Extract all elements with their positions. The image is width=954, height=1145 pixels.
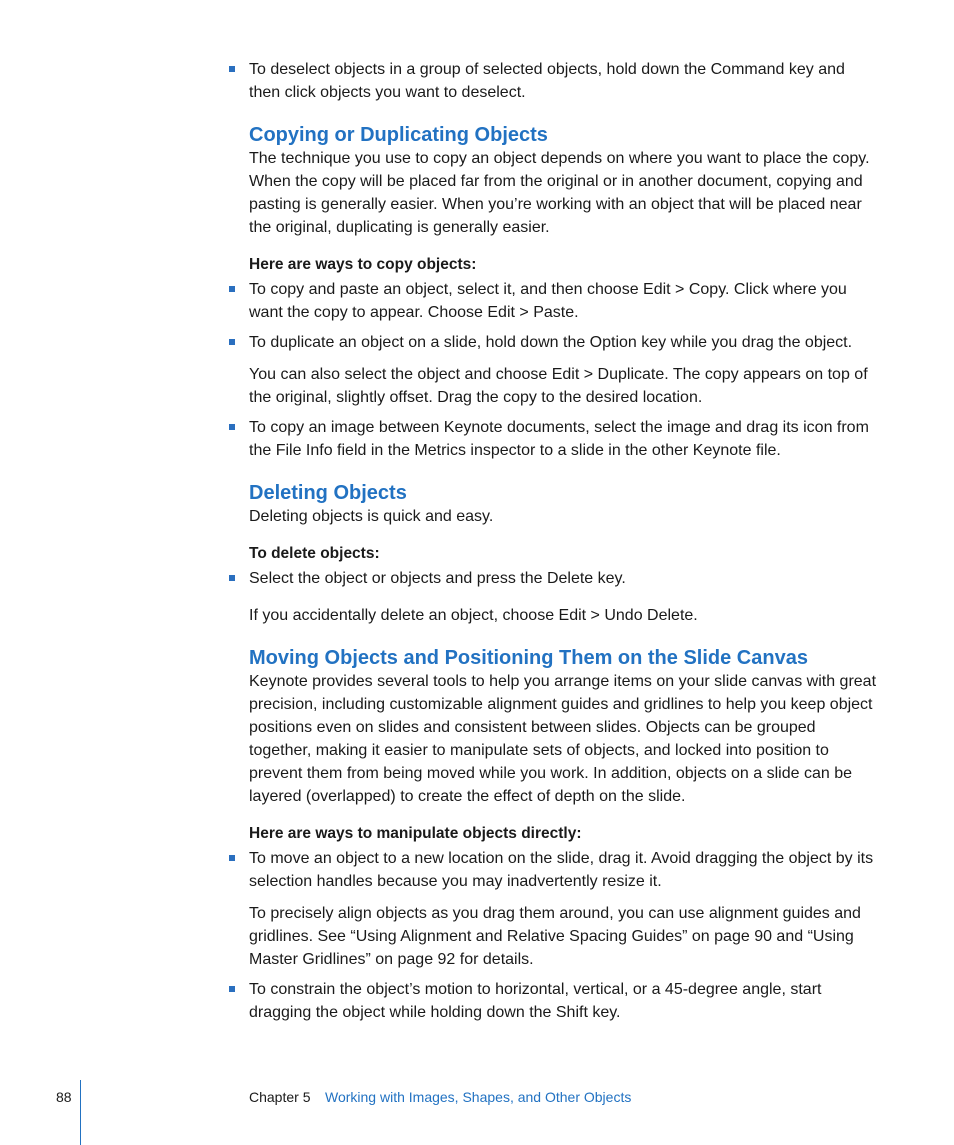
paragraph: The technique you use to copy an object depends on where you want to place the copy. When the copy will be placed far from the original or in another document, copying and pasting is generally easier. When you’re working with an object that will be placed near the original, duplicating is generally easier.	[249, 150, 870, 236]
bullet-item	[249, 978, 879, 1024]
section-heading-copying: Copying or Duplicating Objects	[249, 124, 548, 146]
bullet-item	[249, 331, 879, 354]
paragraph: To precisely align objects as you drag them around, you can use alignment guides and gridlines. See “Using Alignment and Relative Spacing Guides” on page 90 and “Using Master Gridlines” on page 92 for details.	[249, 905, 861, 968]
bullet-text: To duplicate an object on a slide, hold down the Option key while you drag the object.	[249, 334, 853, 351]
square-bullet-icon	[229, 66, 235, 72]
bullet-item	[249, 416, 879, 462]
section-heading-deleting: Deleting Objects	[249, 482, 407, 504]
square-bullet-icon	[229, 575, 235, 581]
bullet-item	[249, 58, 879, 104]
square-bullet-icon	[229, 286, 235, 292]
footer-rule	[80, 1080, 81, 1145]
lead-in: To delete objects:	[249, 545, 380, 562]
bullet-item	[249, 567, 879, 590]
paragraph: You can also select the object and choose Edit > Duplicate. The copy appears on top of the original, slightly offset. Drag the copy to the desired location.	[249, 366, 868, 406]
page-content	[249, 58, 879, 1024]
bullet-item	[249, 278, 879, 324]
bullet-text: To copy an image between Keynote documents, select the image and drag its icon from the File Info field in the Metrics inspector to a slide in the other Keynote file.	[249, 419, 869, 459]
chapter-label: Chapter 5	[249, 1089, 311, 1105]
paragraph: Keynote provides several tools to help you arrange items on your slide canvas with great precision, including customizable alignment guides and gridlines to help you keep object positions even on slides and consistent between slides. Objects can be grouped together, making it easier to manipulate sets of objects, and locked into position to prevent them from being moved while you work. In addition, objects on a slide can be layered (overlapped) to create the effect of depth on the slide.	[249, 673, 877, 805]
section-heading-moving: Moving Objects and Positioning Them on the Slide Canvas	[249, 647, 808, 669]
square-bullet-icon	[229, 339, 235, 345]
square-bullet-icon	[229, 424, 235, 430]
paragraph: Deleting objects is quick and easy.	[249, 508, 494, 525]
page-number: 88	[56, 1089, 72, 1105]
square-bullet-icon	[229, 855, 235, 861]
bullet-text: To deselect objects in a group of selected objects, hold down the Command key and then click objects you want to deselect.	[249, 61, 845, 101]
lead-in: Here are ways to manipulate objects directly:	[249, 825, 582, 842]
bullet-item	[249, 847, 879, 893]
bullet-text: To constrain the object’s motion to horizontal, vertical, or a 45-degree angle, start dragging the object while holding down the Shift key.	[249, 981, 822, 1021]
page-footer	[0, 1080, 954, 1145]
lead-in: Here are ways to copy objects:	[249, 256, 477, 273]
bullet-text: To copy and paste an object, select it, and then choose Edit > Copy. Click where you want the copy to appear. Choose Edit > Paste.	[249, 281, 847, 321]
bullet-text: To move an object to a new location on the slide, drag it. Avoid dragging the object by its selection handles because you may inadvertently resize it.	[249, 850, 874, 890]
square-bullet-icon	[229, 986, 235, 992]
bullet-text: Select the object or objects and press the Delete key.	[249, 570, 626, 587]
chapter-title-link[interactable]: Working with Images, Shapes, and Other Objects	[325, 1089, 632, 1105]
paragraph: If you accidentally delete an object, choose Edit > Undo Delete.	[249, 607, 698, 624]
